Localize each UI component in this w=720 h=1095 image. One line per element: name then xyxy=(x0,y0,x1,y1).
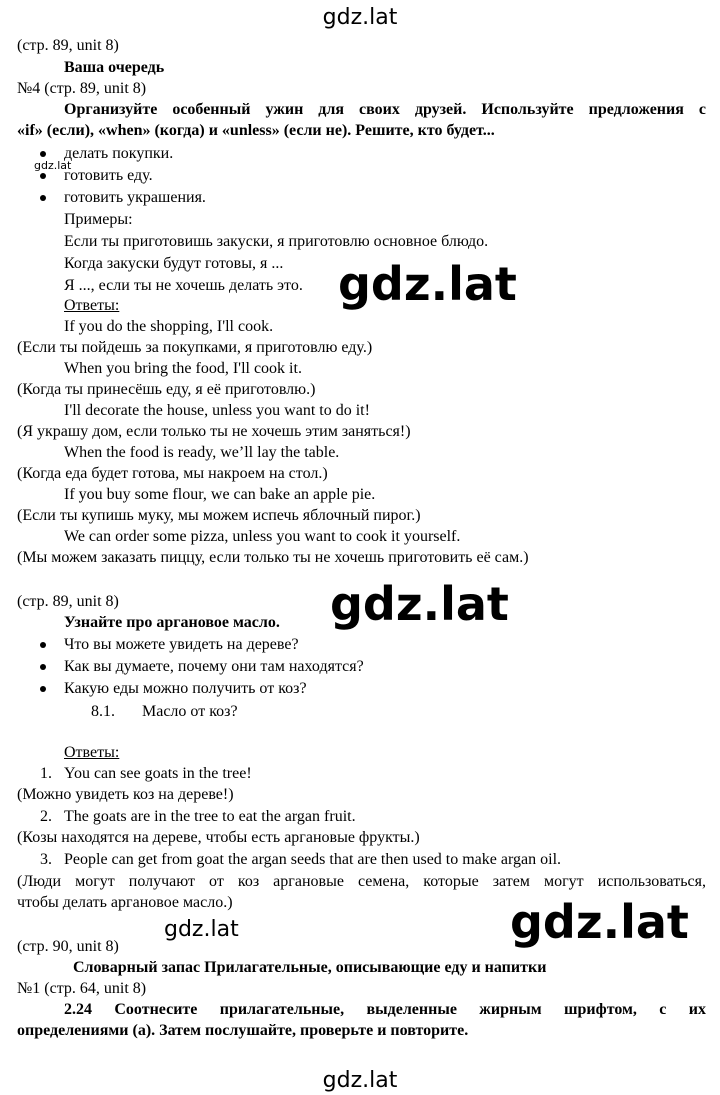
section-heading: Узнайте про аргановое масло. xyxy=(64,614,280,631)
task-ref: №4 (стр. 89, unit 8) xyxy=(17,80,147,97)
answer-en: If you buy some flour, we can bake an apple pie. xyxy=(64,486,376,503)
answer-ru: (Я украшу дом, если только ты не хочешь этим заняться!) xyxy=(17,423,411,440)
example-line: Если ты приготовишь закуски, я приготовлю основное блюдо. xyxy=(64,233,489,250)
answer-en: If you do the shopping, I'll cook. xyxy=(64,318,274,335)
answer-ru: (Когда ты принесёшь еду, я её приготовлю.) xyxy=(17,381,316,398)
answer-ru: (Люди могут получают от коз аргановые семена, которые затем могут использоваться, xyxy=(17,873,706,890)
watermark-large-3: gdz.lat xyxy=(510,895,689,949)
answer-en: When you bring the food, I'll cook it. xyxy=(64,360,302,377)
sub-number: 8.1. xyxy=(91,703,115,720)
task-ref: №1 (стр. 64, unit 8) xyxy=(17,980,147,997)
answer-number: 3. xyxy=(40,851,52,868)
page-ref: (стр. 89, unit 8) xyxy=(17,593,119,610)
watermark-medium: gdz.lat xyxy=(164,917,239,942)
examples-label: Примеры: xyxy=(64,211,133,228)
answer-ru: (Мы можем заказать пиццу, если только ты не хочешь приготовить её сам.) xyxy=(17,549,529,566)
watermark-tiny: gdz.lat xyxy=(34,159,72,172)
answer-en: People can get from goat the argan seeds that are then used to make argan oil. xyxy=(64,851,562,868)
answer-ru-continued: чтобы делать аргановое масло.) xyxy=(17,894,233,911)
sub-text: Масло от коз? xyxy=(142,703,238,720)
instruction-line-1: Организуйте особенный ужин для своих друзей. Используйте предложения с xyxy=(64,101,706,118)
page-ref: (стр. 89, unit 8) xyxy=(17,37,119,54)
list-item-bullet: делать покупки. xyxy=(64,145,174,162)
example-line: Когда закуски будут готовы, я ... xyxy=(64,255,284,272)
answer-number: 2. xyxy=(40,808,52,825)
answers-label: Ответы: xyxy=(64,297,120,314)
answer-en: We can order some pizza, unless you want to cook it yourself. xyxy=(64,528,461,545)
watermark-large-1: gdz.lat xyxy=(338,257,517,311)
watermark-top[interactable]: gdz.lat xyxy=(322,5,398,30)
answer-en: When the food is ready, we’ll lay the table. xyxy=(64,444,340,461)
section-heading: Ваша очередь xyxy=(64,59,165,76)
watermark-bottom[interactable]: gdz.lat xyxy=(322,1068,398,1093)
answer-ru: (Если ты пойдешь за покупками, я приготовлю еду.) xyxy=(17,339,373,356)
list-item-bullet: Как вы думаете, почему они там находятся? xyxy=(64,658,364,675)
instruction-line-2: определениями (а). Затем послушайте, проверьте и повторите. xyxy=(17,1022,469,1039)
instruction-line-1: 2.24 Соотнесите прилагательные, выделенные жирным шрифтом, с их xyxy=(64,1001,706,1018)
answer-en: You can see goats in the tree! xyxy=(64,765,252,782)
answer-ru: (Если ты купишь муку, мы можем испечь яблочный пирог.) xyxy=(17,507,421,524)
answer-ru: (Можно увидеть коз на дереве!) xyxy=(17,786,234,803)
section-heading: Словарный запас Прилагательные, описывающие еду и напитки xyxy=(73,959,547,976)
watermark-large-2: gdz.lat xyxy=(330,577,509,631)
answer-number: 1. xyxy=(40,765,52,782)
answer-en: I'll decorate the house, unless you want to do it! xyxy=(64,402,370,419)
answers-label: Ответы: xyxy=(64,744,120,761)
answer-ru: (Когда еда будет готова, мы накроем на стол.) xyxy=(17,465,328,482)
page-ref: (стр. 90, unit 8) xyxy=(17,938,119,955)
answer-en: The goats are in the tree to eat the argan fruit. xyxy=(64,808,356,825)
instruction-line-2: «if» (если), «when» (когда) и «unless» (если не). Решите, кто будет... xyxy=(17,122,495,139)
list-item-bullet: готовить украшения. xyxy=(64,189,206,206)
answer-ru: (Козы находятся на дереве, чтобы есть аргановые фрукты.) xyxy=(17,829,420,846)
list-item-bullet: готовить еду. xyxy=(64,167,153,184)
list-item-bullet: Какую еды можно получить от коз? xyxy=(64,680,307,697)
example-line: Я ..., если ты не хочешь делать это. xyxy=(64,277,303,294)
list-item-bullet: Что вы можете увидеть на дереве? xyxy=(64,636,299,653)
